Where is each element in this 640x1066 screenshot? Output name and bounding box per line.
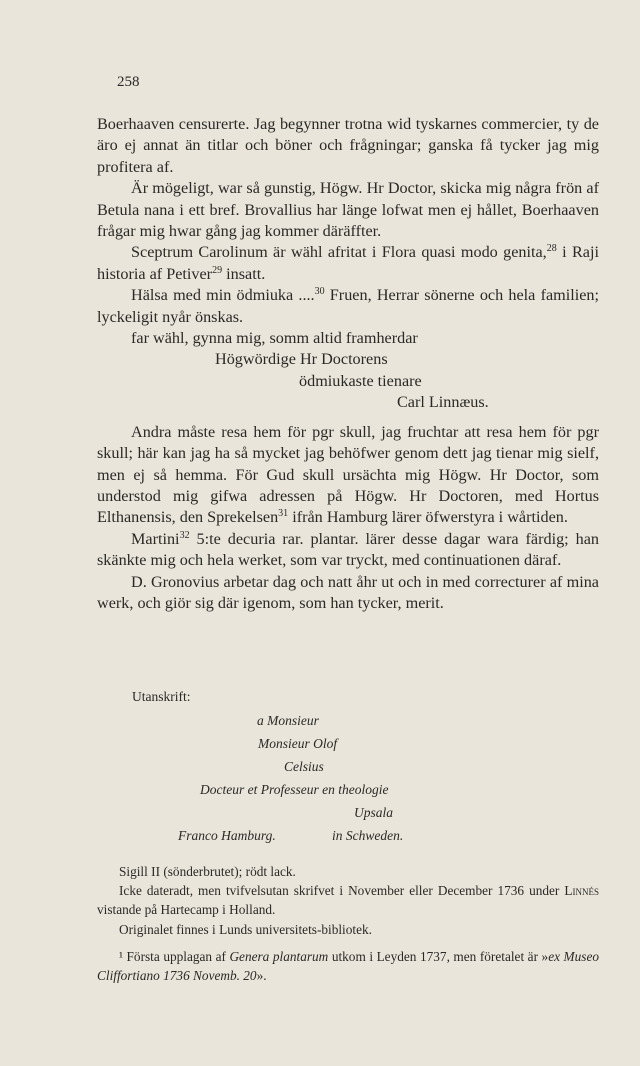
note-dating (97, 881, 599, 919)
note-dating-text-b: vistande på Hartecamp i Holland. (97, 902, 276, 918)
signature-line-1: Högwördige Hr Doctorens (215, 350, 388, 369)
footnote-ref-28: 28 (546, 243, 557, 255)
editorial-notes (97, 862, 599, 985)
footnote-1-quote: ex Museo Cliffortiano 1736 Novemb. 20 (97, 948, 599, 984)
paragraph-5-text-b: ifrån Hamburg lärer öfwerstyra i wårtiden. (288, 508, 568, 527)
paragraph-4-text-a: Hälsa med min ödmiuka .... (131, 286, 315, 305)
paragraph-2: Är mögeligt, war så gunstig, Högw. Hr Doctor, skicka mig några frön af Betula nana i ett bref. Brovallius har länge lofwat men ej hållet, Boerhaaven frågar mig hwar gång jag kommer däräffter. (97, 179, 599, 241)
note-dating-text-a: Icke dateradt, men tvifvelsutan skrifvet i November eller December 1736 under (119, 883, 565, 899)
paragraph-6 (97, 529, 599, 572)
note-dating-name: Linnés (564, 883, 599, 899)
paragraph-6-text-a: Martini (131, 529, 180, 548)
paragraph-6-text-b: 5:te decuria rar. plantar. lärer desse dagar wara färdig; han skänkte mig och hela werket, som var tryckt, med continuationen däraf. (97, 529, 599, 570)
page-number: 258 (117, 74, 140, 90)
letter-body (97, 114, 599, 614)
footnote-ref-31: 31 (278, 508, 289, 520)
footnote-1 (97, 947, 599, 985)
address-line-6b: in Schweden. (332, 828, 404, 843)
note-original: Originalet finnes i Lunds universitets-bibliotek. (119, 921, 372, 937)
paragraph-3 (97, 242, 599, 285)
paragraph-5-text-a: Andra måste resa hem för pgr skull, jag fruchtar att resa hem för pgr skull; här kan jag ha så mycket jag behöfwer genom dett jag tienar mig sielf, men ej så hemma. För Gud skull ursächta mig Högw. Hr Doctor, som understod mig gifwa adressen på Högw. Hr Doctoren, med Hortus Elthanensis, den Sprekelsen (97, 422, 599, 527)
paragraph-7: D. Gronovius arbetar dag och natt åhr ut och in med correcturer af mina werk, och giör sig där igenom, som han tycker, merit. (97, 572, 599, 612)
closing-line: far wähl, gynna mig, somm altid framherdar (131, 329, 418, 348)
footnote-1-text-a: Första upplagan af (123, 948, 230, 964)
address-line-2: Monsieur Olof (258, 736, 338, 751)
address-line-4: Docteur et Professeur en theologie (200, 782, 389, 797)
footnote-ref-29: 29 (212, 264, 223, 276)
address-line-1: a Monsieur (257, 713, 319, 728)
footnote-1-text-b: utkom i Leyden 1737, men företalet är » (328, 948, 549, 964)
paragraph-5 (97, 422, 599, 529)
paragraph-4 (97, 285, 599, 328)
note-seal: Sigill II (sönderbrutet); rödt lack. (119, 864, 296, 879)
address-line-6a: Franco Hamburg. (178, 828, 276, 843)
paragraph-3-text-b: i Raji historia af Petiver (97, 243, 599, 283)
paragraph-3-text-c: insatt. (222, 264, 266, 283)
signature-line-2: ödmiukaste tienare (299, 371, 422, 390)
address-line-5: Upsala (354, 805, 394, 820)
footnote-ref-30: 30 (314, 286, 325, 298)
paragraph-1: Boerhaaven censurerte. Jag begynner trotna wid tyskarnes commercier, ty de äro ej annat än titlar och böner och frågningar; ganska få tycker jag mig profitera af. (97, 115, 599, 176)
outside-label: Utanskrift: (132, 689, 191, 704)
footnote-ref-32: 32 (179, 529, 190, 541)
footnote-1-number: ¹ (119, 948, 123, 964)
paragraph-4-text-b: Fruen, Herrar sönerne och hela familien; lyckeligit nyår önskas. (97, 286, 600, 326)
paragraph-3-text-a: Sceptrum Carolinum är wähl afritat i Flora quasi modo genita, (131, 243, 547, 262)
footnote-1-text-c: ». (256, 968, 267, 984)
signature-name: Carl Linnæus. (397, 393, 489, 412)
footnote-1-title: Genera plantarum (229, 948, 329, 964)
address-line-3: Celsius (284, 759, 324, 774)
